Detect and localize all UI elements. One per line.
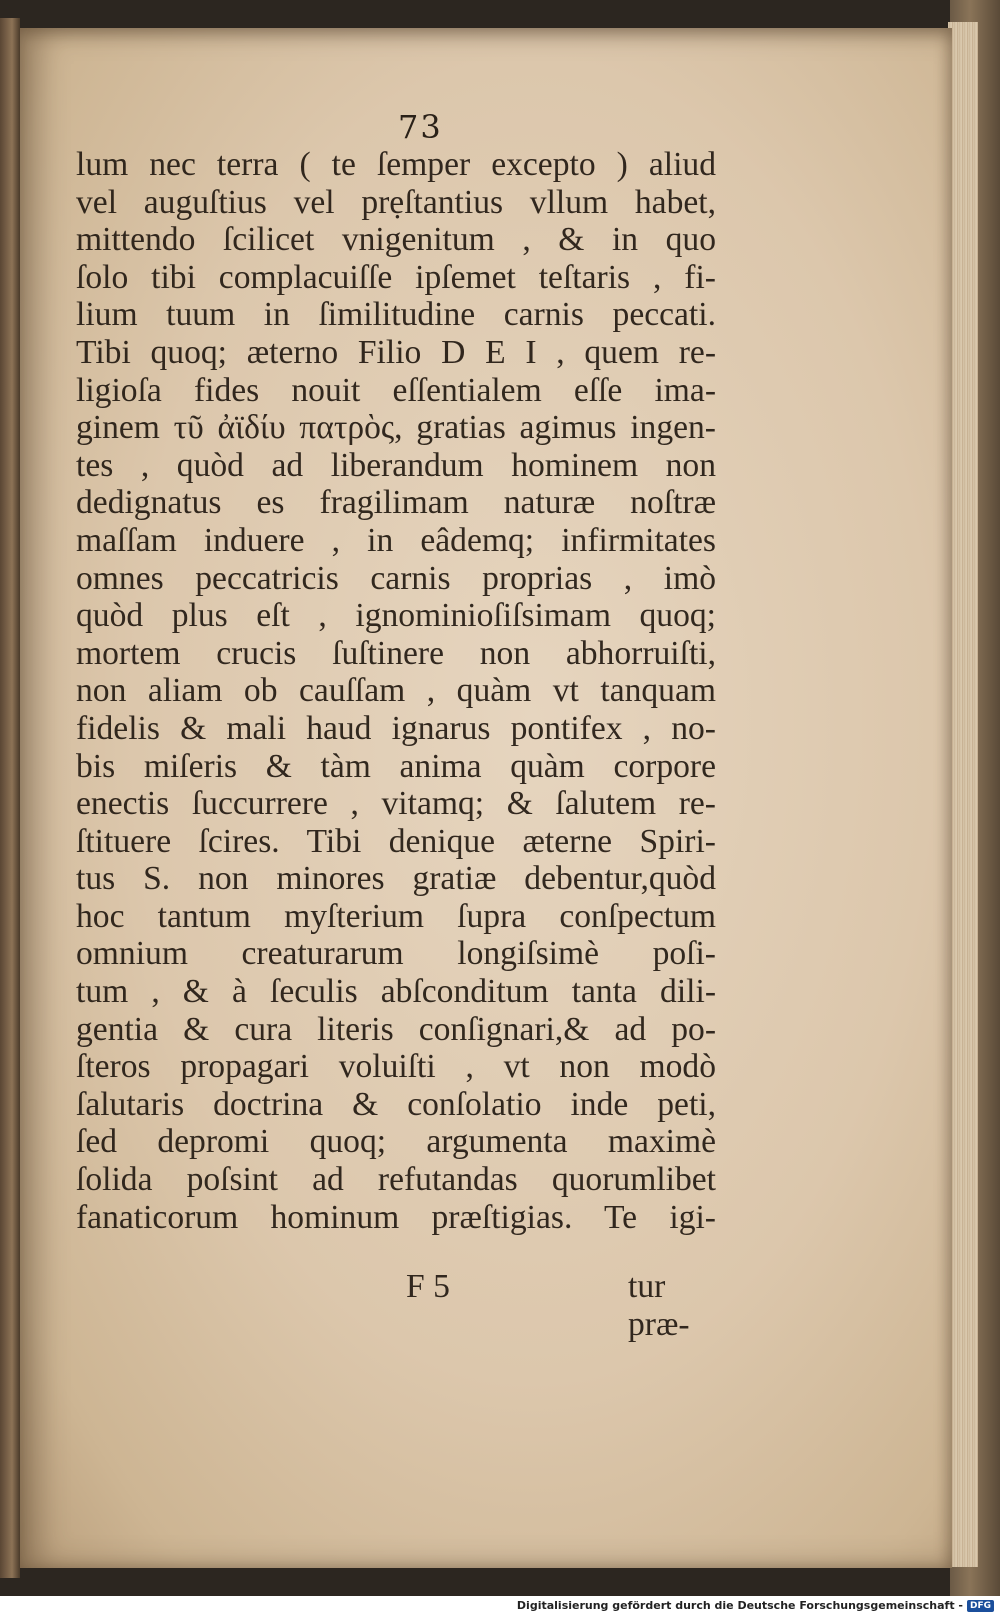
- text-line: quòd plus eſt , ignominioſiſsimam quoq;: [76, 597, 716, 635]
- credit-text: Digitalisierung gefördert durch die Deutsche Forschungsgemeinschaft -: [516, 1599, 963, 1612]
- text-line: dedignatus es fragilimam naturæ noſtræ: [76, 484, 716, 522]
- text-line: non aliam ob cauſſam , quàm vt tanquam: [76, 672, 716, 710]
- text-line: ligioſa fides nouit eſſentialem eſſe ima-: [76, 371, 716, 409]
- text-line: maſſam induere , in eâdemq; infirmitates: [76, 521, 716, 559]
- text-line: lium tuum in ſimilitudine carnis peccati.: [76, 296, 716, 334]
- text-line: omnium creaturarum longiſsimè poſi-: [76, 935, 716, 973]
- text-line: hoc tantum myſterium ſupra conſpectum: [76, 897, 716, 935]
- text-line: ſolo tibi complacuiſſe ipſemet teſtaris , fi-: [76, 258, 716, 296]
- text-line: ſteros propagari voluiſti , vt non modò: [76, 1048, 716, 1086]
- text-line: mittendo ſcilicet vnigenitum , & in quo: [76, 221, 716, 259]
- text-line: lum nec terra ( te ſemper excepto ) aliud: [76, 146, 716, 183]
- text-line: omnes peccatricis carnis proprias , imò: [76, 559, 716, 597]
- text-line: tes , quòd ad liberandum hominem non: [76, 446, 716, 484]
- page-edges: [948, 22, 978, 1567]
- page-number: 73: [398, 108, 443, 146]
- text-line: Tibi quoq; æterno Filio D E I , quem re-: [76, 333, 716, 371]
- text-line: gentia & cura literis conſignari,& ad po-: [76, 1010, 716, 1048]
- text-line: bis miſeris & tàm anima quàm corpore: [76, 747, 716, 785]
- text-line: fanaticorum hominum præſtigias. Te igi-: [76, 1198, 716, 1236]
- left-page-edge: [0, 18, 20, 1578]
- text-line: ſtituere ſcires. Tibi denique æterne Spiri-: [76, 822, 716, 860]
- text-line: ſolida poſsint ad refutandas quorumlibet: [76, 1161, 716, 1199]
- text-line: tus S. non minores gratiæ debentur,quòd: [76, 860, 716, 898]
- text-line: ſalutaris doctrina & conſolatio inde peti,: [76, 1085, 716, 1123]
- catchword: tur præ-: [628, 1268, 690, 1343]
- body-text: [76, 146, 716, 1236]
- text-line: mortem crucis ſuſtinere non abhorruiſti,: [76, 634, 716, 672]
- text-line: tum , & à ſeculis abſconditum tanta dili-: [76, 973, 716, 1011]
- digitization-credit: [517, 1599, 994, 1612]
- text-line: fidelis & mali haud ignarus pontifex , no-: [76, 709, 716, 747]
- signature-mark: F 5: [406, 1268, 450, 1305]
- book-page: [20, 28, 952, 1568]
- text-line: ginem τῦ ἀϊδίυ πατρὸς, gratias agimus ingen-: [76, 409, 716, 447]
- text-line: enectis ſuccurrere , vitamq; & ſalutem re-: [76, 785, 716, 823]
- dfg-logo: DFG: [967, 1600, 994, 1612]
- text-line: ſed depromi quoq; argumenta maximè: [76, 1123, 716, 1161]
- text-line: vel auguſtius vel prẹſtantius vllum habet,: [76, 183, 716, 221]
